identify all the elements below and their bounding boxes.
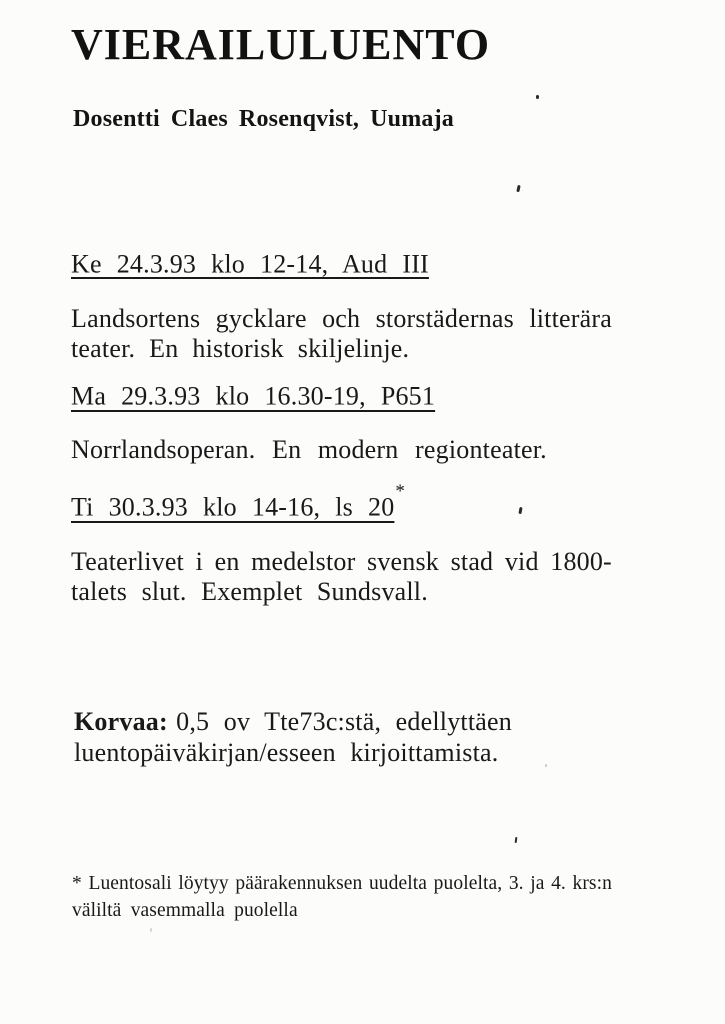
lecture-description-3: [71, 547, 612, 607]
lecture-datetime-2: Ma 29.3.93 klo 16.30-19, P651: [71, 381, 436, 411]
page-subtitle: Dosentti Claes Rosenqvist, Uumaja: [73, 105, 454, 132]
lecture-description-line: Norrlandsoperan. En modern regionteater.: [71, 434, 547, 464]
lecture-section-1: [71, 242, 612, 365]
lecture-heading-1: [71, 242, 612, 281]
lecture-datetime-3: Ti 30.3.93 klo 14-16, ls 20: [71, 492, 395, 522]
credit-label: Korvaa:: [74, 706, 168, 736]
lecture-description-line: talets slut. Exemplet Sundsvall.: [71, 576, 428, 606]
lecture-section-3: [71, 480, 612, 607]
scan-speck: [150, 928, 152, 932]
footnote-line: * Luentosali löytyy päärakennuksen uudelta puolelta, 3. ja 4. krs:n: [72, 872, 612, 894]
credit-line: luentopäiväkirjan/esseen kirjoittamista.: [74, 737, 499, 767]
lecture-heading-2: [71, 374, 612, 413]
lecture-description-2: [71, 435, 612, 465]
lecture-description-line: Landsortens gycklare och storstädernas litterära: [71, 304, 612, 334]
scan-speck: [545, 764, 547, 767]
lecture-description-line: Teaterlivet i en medelstor svensk stad vid 1800-: [71, 546, 612, 576]
lecture-heading-3: [71, 480, 612, 524]
scan-speck: [536, 95, 539, 99]
page-title: VIERAILULUENTO: [71, 20, 491, 69]
footnote-line: väliltä vasemmalla puolella: [72, 899, 298, 921]
credit-line: [74, 706, 612, 737]
footnote: [72, 870, 612, 924]
lecture-description-line: teater. En historisk skiljelinje.: [71, 334, 410, 364]
lecture-section-2: [71, 374, 612, 465]
footnote-marker: *: [395, 480, 406, 502]
credit-note: [74, 706, 612, 768]
lecture-description-1: [71, 304, 612, 364]
credit-text: 0,5 ov Tte73c:stä, edellyttäen: [176, 706, 512, 736]
lecture-datetime-1: Ke 24.3.93 klo 12-14, Aud III: [71, 249, 429, 279]
